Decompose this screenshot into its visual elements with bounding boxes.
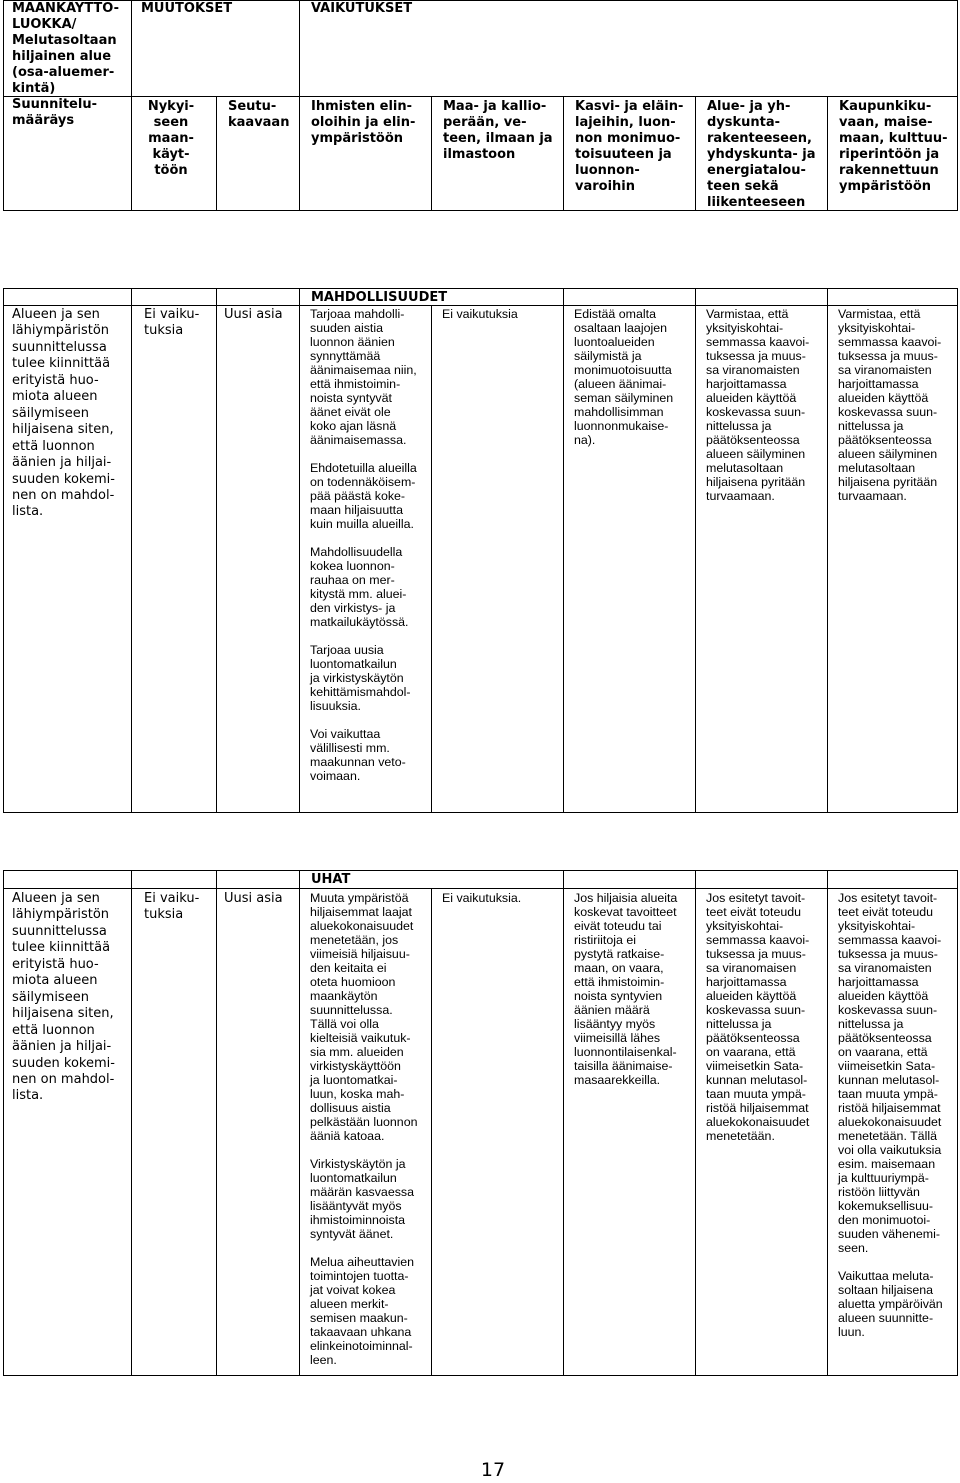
community-structure-impact-header: Alue- ja yh- dyskunta- rakenteeseen, yhdyskunta- ja energiatalou- teen sekä liikenteeseen (696, 97, 828, 211)
opportunities-table (3, 288, 958, 813)
plan-regulation-header: Suunnitelu- määräys (4, 97, 132, 211)
empty-cell (217, 871, 300, 889)
empty-cell (828, 871, 958, 889)
threats-landscape-heritage: Jos esitetyt tavoit- teet eivät toteudu yksityiskohtai- semmassa kaavoi- tuksessa ja muus- sa viranomaisten harjoittamassa alueiden käyttöä koskevassa suun- nittelussa ja päätöksenteossa on vaarana, että viimeisetkin Sata- kunnan melutasol- taan muuta ympä- ristöä hiljaisemmat aluekokonaisuudet menetetään. Tällä voi olla vaikutuksia esim. maisemaan ja kulttuuriympä- ristöön liittyvän kokemuksellisuu- den monimuotoi- suuden vähenemi- seen. Vaikuttaa meluta- soltaan hiljaisena aluetta ympäröivän alueen suunnitte- luun. (828, 889, 958, 1376)
opportunities-flora-fauna: Edistää omalta osaltaan laajojen luontoalueiden säilymistä ja monimuotoisuutta (alueen äänimai- seman säilyminen mahdollisimman luonnonmukaise- na). (564, 306, 696, 813)
threats-people: Muuta ympäristöä hiljaisemmat laajat aluekokonaisuudet menetetään, jos viimeisiä hiljaisuu- den keitaita ei oteta huomioon maankäytön suunnittelussa. Tällä voi olla kielteisiä vaikutuk- sia mm. alueiden virkistyskäyttöön ja luontomatkai- luun, koska mah- dollisuus aistia pelkästään luonnon ääniä katoaa. Virkistyskäytön ja luontomatkailun määrän kasvaessa lisääntyvät myös ihmistoiminnoista syntyvät äänet. Melua aiheuttavien toimintojen tuotta- jat voivat kokea alueen merkit- semisen maakun- takaavaan uhkana elinkeinotoiminnal- leen. (300, 889, 432, 1376)
empty-cell (828, 289, 958, 306)
opportunities-plan-regulation: Alueen ja sen lähiympäristön suunnittelussa tulee kiinnittää erityistä huo- miota alueen säilymiseen hiljaisena siten, että luonnon äänien ja hiljai- suuden kokemi- nen on mahdol- lista. (4, 306, 132, 813)
current-land-use-header: Nykyi- seen maan- käyt- töön (132, 97, 217, 211)
empty-cell (564, 289, 696, 306)
threats-regional-plan: Uusi asia (217, 889, 300, 1376)
opportunities-title: MAHDOLLISUUDET (300, 289, 564, 306)
threats-flora-fauna: Jos hiljaisia alueita koskevat tavoitteet eivät toteudu tai ristiriitoja ei pystytä ratkaise- maan, on vaara, että ihmistoimin- noista syntyvien äänien määrä lisääntyy myös viimeisillä lähes luonnontilaisenkal- taisilla äänimaise- masaarekkeilla. (564, 889, 696, 1376)
people-impact-header: Ihmisten elin- oloihin ja elin- ympäristöön (300, 97, 432, 211)
opportunities-regional-plan: Uusi asia (217, 306, 300, 813)
header-table (3, 0, 958, 211)
threats-title: UHAT (300, 871, 564, 889)
empty-cell (217, 289, 300, 306)
flora-fauna-impact-header: Kasvi- ja eläin- lajeihin, luon- non monimuo- toisuuteen ja luonnon- varoihin (564, 97, 696, 211)
empty-cell (4, 871, 132, 889)
soil-water-air-impact-header: Maa- ja kallio- perään, ve- teen, ilmaan ja ilmastoon (432, 97, 564, 211)
opportunities-soil-water-air: Ei vaikutuksia (432, 306, 564, 813)
threats-table (3, 870, 958, 1376)
empty-cell (696, 871, 828, 889)
changes-group-header: MUUTOKSET (132, 1, 300, 97)
empty-cell (564, 871, 696, 889)
empty-cell (4, 289, 132, 306)
empty-cell (696, 289, 828, 306)
opportunities-community-structure: Varmistaa, että yksityiskohtai- semmassa kaavoi- tuksessa ja muus- sa viranomaisten harjoittamassa alueiden käyttöä koskevassa suun- nittelussa ja päätöksenteossa alueen säilyminen melutasoltaan hiljaisena pyritään turvaamaan. (696, 306, 828, 813)
threats-community-structure: Jos esitetyt tavoit- teet eivät toteudu yksityiskohtai- semmassa kaavoi- tuksessa ja muus- sa viranomaisen harjoittamassa alueiden käyttöä koskevassa suun- nittelussa ja päätöksenteossa on vaarana, että viimeisetkin Sata- kunnan melutasol- taan muuta ympä- ristöä hiljaisemmat aluekokonaisuudet menetetään. (696, 889, 828, 1376)
threats-soil-water-air: Ei vaikutuksia. (432, 889, 564, 1376)
opportunities-landscape-heritage: Varmistaa, että yksityiskohtai- semmassa kaavoi- tuksessa ja muus- sa viranomaisten harjoittamassa alueiden käyttöä koskevassa suun- nittelussa ja päätöksenteossa alueen säilyminen melutasoltaan hiljaisena pyritään turvaamaan. (828, 306, 958, 813)
regional-plan-header: Seutu- kaavaan (217, 97, 300, 211)
page-number: 17 (480, 1459, 506, 1481)
landscape-heritage-impact-header: Kaupunkiku- vaan, maise- maan, kulttuu- riperintöön ja rakennettuun ympäristöön (828, 97, 958, 211)
threats-plan-regulation: Alueen ja sen lähiympäristön suunnittelussa tulee kiinnittää erityistä huo- miota alueen säilymiseen hiljaisena siten, että luonnon äänien ja hiljai- suuden kokemi- nen on mahdol- lista. (4, 889, 132, 1376)
opportunities-current-land-use: Ei vaiku- tuksia (132, 306, 217, 813)
empty-cell (132, 289, 217, 306)
empty-cell (132, 871, 217, 889)
threats-current-land-use: Ei vaiku- tuksia (132, 889, 217, 1376)
opportunities-people: Tarjoaa mahdolli- suuden aistia luonnon äänien synnyttämää äänimaisemaa niin, että ihmistoimin- noista syntyvät äänet eivät ole koko ajan läsnä äänimaisemassa. Ehdotetuilla alueilla on todennäköisem- pää päästä koke- maan hiljaisuutta kuin muilla alueilla. Mahdollisuudella kokea luonnon- rauhaa on mer- kitystä mm. aluei- den virkistys- ja matkailukäytössä. Tarjoaa uusia luontomatkailun ja virkistyskäytön kehittämismahdol- lisuuksia. Voi vaikuttaa välillisesti mm. maakunnan veto- voimaan. (300, 306, 432, 813)
land-use-class-header: MAANKÄYTTÖ- LUOKKA/ Melutasoltaan hiljainen alue (osa-aluemer- kintä) (4, 1, 132, 97)
impacts-group-header: VAIKUTUKSET (300, 1, 958, 97)
